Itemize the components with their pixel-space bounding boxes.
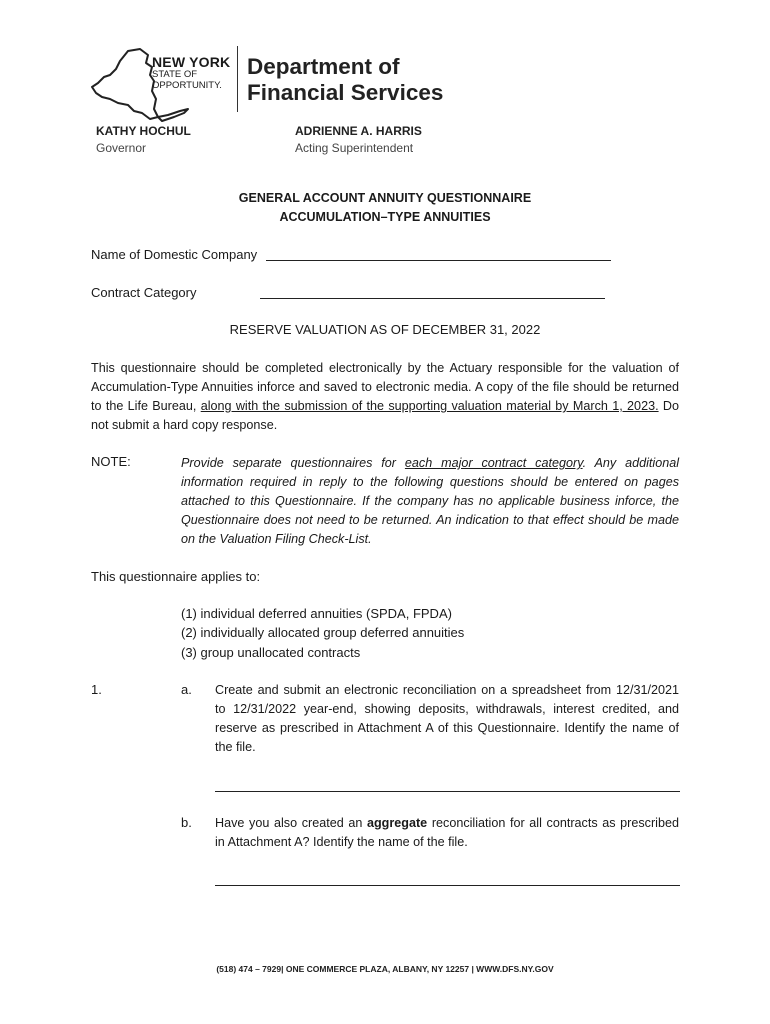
company-name-label: Name of Domestic Company [91, 247, 258, 262]
footer-contact: (518) 474 – 7929| ONE COMMERCE PLAZA, ALBANY, NY 12257 | WWW.DFS.NY.GOV [216, 964, 554, 974]
note-text-2: . Any additional information required in reply to the following questions should be entered on pages attached to this Questionnaire. If the company has no applicable business inforce, the Questionnaire does not need to be returned. An indication to that effect should be made on the Valuation Filing Check-List. [181, 456, 679, 546]
state-name: NEW YORK [152, 54, 231, 70]
intro-deadline: along with the submission of the supporting valuation material by March 1, 2023. [200, 399, 659, 413]
superintendent-name: ADRIENNE A. HARRIS [295, 124, 422, 138]
department-line-1: Department of [247, 54, 400, 79]
valuation-heading: RESERVE VALUATION AS OF DECEMBER 31, 2022 [229, 322, 541, 337]
question-1b-text [215, 814, 679, 852]
document-title: GENERAL ACCOUNT ANNUITY QUESTIONNAIRE [238, 191, 532, 205]
answer-1b-field[interactable] [215, 885, 680, 886]
intro-text-2: Do not submit a hard copy response. [91, 399, 679, 432]
question-1a-letter: a. [181, 682, 192, 697]
note-text [181, 454, 679, 549]
intro-text-1: This questionnaire should be completed electronically by the Actuary responsible for the valuation of Accumulation-Type Annuities inforce and saved to electronic media. A copy of the file should be returned to the Life Bureau, [91, 361, 679, 413]
governor-title: Governor [96, 141, 147, 155]
company-name-field[interactable] [266, 260, 611, 261]
governor-name: KATHY HOCHUL [96, 124, 191, 138]
state-tagline-1: STATE OF [152, 69, 198, 80]
note-emphasis: each major contract category [404, 456, 583, 470]
department-name [247, 54, 443, 106]
document-subtitle: ACCUMULATION–TYPE ANNUITIES [279, 210, 491, 224]
question-1b-text-2: reconciliation for all contracts as prescribed in Attachment A? Identify the name of the file. [215, 816, 679, 849]
list-item: (1) individual deferred annuities (SPDA, FPDA) [181, 606, 452, 621]
question-1b-bold: aggregate [366, 816, 428, 830]
superintendent-title: Acting Superintendent [295, 141, 414, 155]
applies-to-label: This questionnaire applies to: [91, 569, 261, 584]
note-label: NOTE: [91, 454, 131, 469]
note-text-1: Provide separate questionnaires for [181, 456, 405, 470]
list-item: (2) individually allocated group deferred annuities [181, 625, 465, 640]
ny-state-logo [152, 55, 230, 91]
question-1b-text-1: Have you also created an [215, 816, 367, 830]
intro-paragraph [91, 359, 679, 435]
logo-divider [237, 46, 238, 112]
answer-1a-field[interactable] [215, 791, 680, 792]
question-1a-text: Create and submit an electronic reconciliation on a spreadsheet from 12/31/2021 to 12/31/2022 year-end, showing deposits, withdrawals, interest credited, and reserve as prescribed in Attachment A of this Questionnaire. Identify the name of the file. [215, 683, 679, 754]
state-tagline-2: OPPORTUNITY. [152, 80, 222, 91]
contract-category-label: Contract Category [91, 285, 197, 300]
department-line-2: Financial Services [247, 80, 444, 105]
question-1b-letter: b. [181, 815, 192, 830]
question-1-number: 1. [91, 682, 102, 697]
list-item: (3) group unallocated contracts [181, 645, 361, 660]
contract-category-field[interactable] [260, 298, 605, 299]
